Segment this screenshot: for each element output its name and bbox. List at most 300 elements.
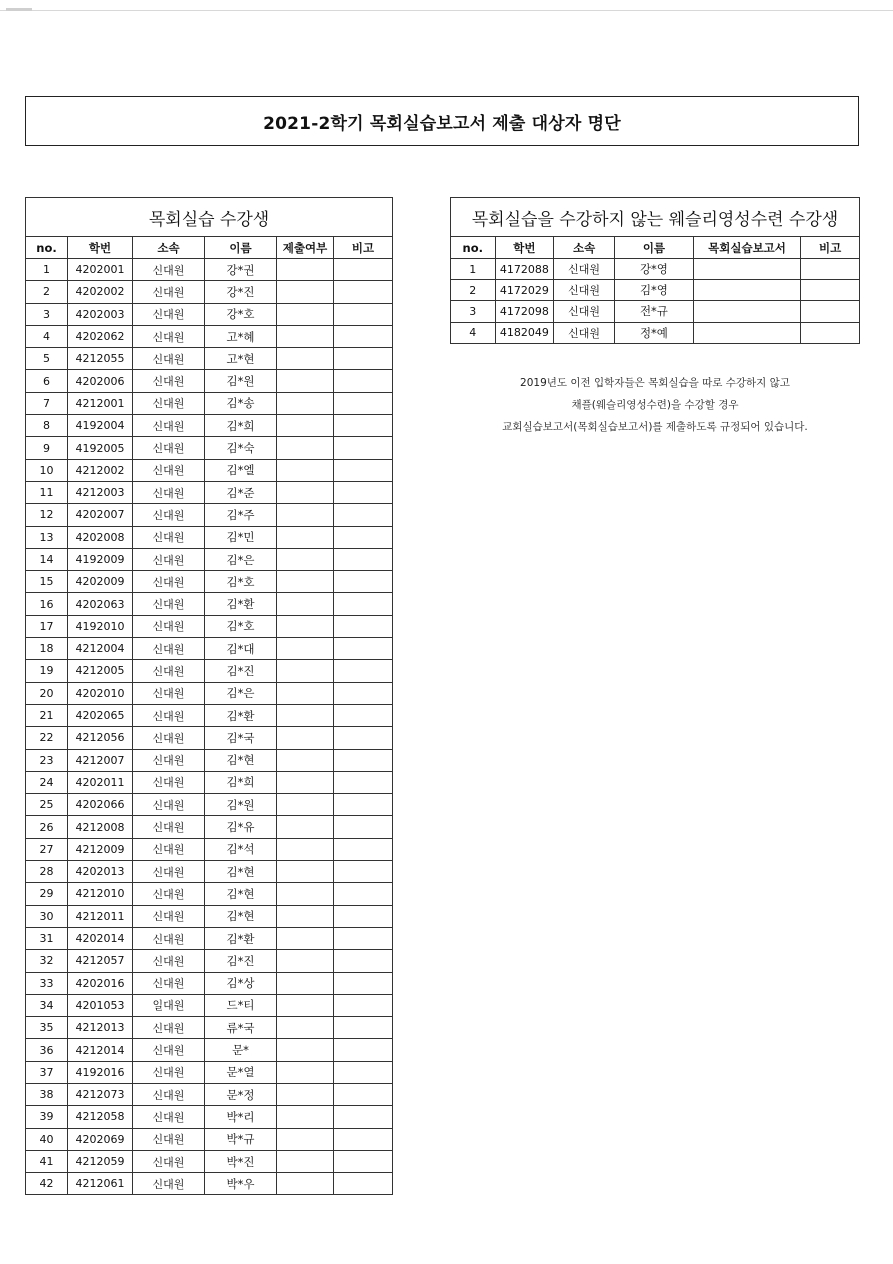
submission-status [277, 1017, 334, 1039]
department: 신대원 [133, 1083, 205, 1105]
student-id: 4202066 [68, 794, 133, 816]
table-row [26, 927, 393, 949]
column-header: 제출여부 [277, 237, 334, 259]
student-id: 4212057 [68, 950, 133, 972]
submission-status [277, 437, 334, 459]
department: 신대원 [554, 280, 615, 301]
remarks [334, 1150, 393, 1172]
table-row [26, 615, 393, 637]
submission-status [277, 392, 334, 414]
student-name: 김*현 [205, 749, 277, 771]
department: 신대원 [133, 1017, 205, 1039]
student-id: 4202003 [68, 303, 133, 325]
student-id: 4192005 [68, 437, 133, 459]
table-row [451, 322, 860, 343]
column-header: 학번 [495, 237, 554, 259]
student-id: 4201053 [68, 994, 133, 1016]
row-number: 30 [26, 905, 68, 927]
student-id: 4212001 [68, 392, 133, 414]
submission-status [277, 615, 334, 637]
row-number: 6 [26, 370, 68, 392]
submission-status [277, 1106, 334, 1128]
student-id: 4212010 [68, 883, 133, 905]
column-header: no. [451, 237, 496, 259]
table-row [26, 660, 393, 682]
student-id: 4212013 [68, 1017, 133, 1039]
department: 신대원 [133, 615, 205, 637]
department: 신대원 [133, 571, 205, 593]
remarks [334, 303, 393, 325]
submission-status [277, 303, 334, 325]
table-row [26, 1128, 393, 1150]
table-row [26, 481, 393, 503]
remarks [334, 259, 393, 281]
column-header: 이름 [205, 237, 277, 259]
submission-status [277, 348, 334, 370]
column-header: 목회실습보고서 [693, 237, 800, 259]
department: 신대원 [133, 303, 205, 325]
remarks [334, 1106, 393, 1128]
remarks [334, 504, 393, 526]
row-number: 12 [26, 504, 68, 526]
remarks [334, 1173, 393, 1195]
remarks [334, 861, 393, 883]
department: 신대원 [133, 794, 205, 816]
row-number: 3 [26, 303, 68, 325]
student-name: 김*진 [205, 660, 277, 682]
student-name: 김*은 [205, 682, 277, 704]
student-id: 4202013 [68, 861, 133, 883]
student-name: 박*규 [205, 1128, 277, 1150]
department: 신대원 [554, 322, 615, 343]
student-id: 4202006 [68, 370, 133, 392]
student-id: 4212002 [68, 459, 133, 481]
remarks [334, 415, 393, 437]
student-name: 김*환 [205, 593, 277, 615]
remarks [334, 593, 393, 615]
department: 신대원 [133, 950, 205, 972]
submission-status [277, 1061, 334, 1083]
department: 신대원 [133, 861, 205, 883]
main-student-table [25, 197, 393, 1195]
student-name: 김*호 [205, 615, 277, 637]
submission-status [277, 972, 334, 994]
department: 신대원 [133, 1039, 205, 1061]
table-row [26, 838, 393, 860]
table-row [26, 392, 393, 414]
department: 신대원 [133, 459, 205, 481]
remarks [334, 615, 393, 637]
scan-edge-line [0, 10, 893, 11]
student-name: 강*영 [614, 259, 693, 280]
student-id: 4212073 [68, 1083, 133, 1105]
student-name: 전*규 [614, 301, 693, 322]
submission-status [277, 727, 334, 749]
submission-status [277, 749, 334, 771]
submission-status [277, 504, 334, 526]
submission-status [277, 1083, 334, 1105]
remarks [334, 325, 393, 347]
student-id: 4192010 [68, 615, 133, 637]
submission-status [693, 301, 800, 322]
table-row [26, 548, 393, 570]
student-id: 4212061 [68, 1173, 133, 1195]
student-id: 4202002 [68, 281, 133, 303]
student-id: 4212055 [68, 348, 133, 370]
remarks [334, 994, 393, 1016]
student-name: 문* [205, 1039, 277, 1061]
table-row [26, 1150, 393, 1172]
remarks [334, 794, 393, 816]
table-row [451, 259, 860, 280]
remarks [334, 281, 393, 303]
remarks [334, 548, 393, 570]
table-row [26, 571, 393, 593]
table-row [26, 1039, 393, 1061]
row-number: 27 [26, 838, 68, 860]
submission-status [277, 883, 334, 905]
main-table-caption: 목회실습 수강생 [26, 198, 393, 237]
department: 신대원 [133, 437, 205, 459]
note-line: 교회실습보고서(목회실습보고서)를 제출하도록 규정되어 있습니다. [502, 421, 808, 433]
submission-status [277, 905, 334, 927]
row-number: 1 [26, 259, 68, 281]
remarks [334, 571, 393, 593]
student-id: 4202007 [68, 504, 133, 526]
row-number: 2 [26, 281, 68, 303]
department: 신대원 [133, 281, 205, 303]
row-number: 19 [26, 660, 68, 682]
department: 신대원 [133, 883, 205, 905]
column-header: 이름 [614, 237, 693, 259]
submission-status [693, 280, 800, 301]
remarks [334, 437, 393, 459]
row-number: 24 [26, 771, 68, 793]
student-id: 4202001 [68, 259, 133, 281]
student-name: 김*유 [205, 816, 277, 838]
department: 신대원 [133, 1128, 205, 1150]
submission-status [277, 927, 334, 949]
row-number: 26 [26, 816, 68, 838]
student-name: 김*희 [205, 771, 277, 793]
row-number: 40 [26, 1128, 68, 1150]
student-name: 김*대 [205, 638, 277, 660]
row-number: 22 [26, 727, 68, 749]
student-id: 4212004 [68, 638, 133, 660]
submission-status [277, 816, 334, 838]
row-number: 13 [26, 526, 68, 548]
department: 신대원 [133, 259, 205, 281]
student-id: 4192009 [68, 548, 133, 570]
department: 일대원 [133, 994, 205, 1016]
note-line: 채플(웨슬리영성수련)을 수강할 경우 [571, 399, 739, 411]
remarks [334, 1017, 393, 1039]
student-id: 4212008 [68, 816, 133, 838]
submission-status [277, 660, 334, 682]
student-name: 김*주 [205, 504, 277, 526]
student-name: 박*우 [205, 1173, 277, 1195]
submission-status [277, 1173, 334, 1195]
student-name: 김*희 [205, 415, 277, 437]
table-row [26, 415, 393, 437]
submission-status [277, 704, 334, 726]
column-header: 학번 [68, 237, 133, 259]
student-id: 4212014 [68, 1039, 133, 1061]
student-id: 4172088 [495, 259, 554, 280]
student-id: 4212009 [68, 838, 133, 860]
student-id: 4192004 [68, 415, 133, 437]
table-row [26, 1106, 393, 1128]
student-name: 김*송 [205, 392, 277, 414]
student-name: 김*석 [205, 838, 277, 860]
table-row [26, 504, 393, 526]
student-name: 김*현 [205, 883, 277, 905]
row-number: 34 [26, 994, 68, 1016]
submission-status [277, 415, 334, 437]
table-row [26, 771, 393, 793]
department: 신대원 [133, 415, 205, 437]
row-number: 15 [26, 571, 68, 593]
scan-mark [6, 8, 32, 11]
submission-status [277, 794, 334, 816]
department: 신대원 [133, 392, 205, 414]
row-number: 4 [451, 322, 496, 343]
page-title: 2021-2학기 목회실습보고서 제출 대상자 명단 [25, 96, 859, 146]
submission-status [277, 259, 334, 281]
remarks [334, 348, 393, 370]
student-name: 김*원 [205, 794, 277, 816]
department: 신대원 [133, 1106, 205, 1128]
row-number: 7 [26, 392, 68, 414]
student-name: 김*환 [205, 927, 277, 949]
remarks [334, 638, 393, 660]
student-name: 강*권 [205, 259, 277, 281]
submission-status [277, 459, 334, 481]
department: 신대원 [133, 972, 205, 994]
row-number: 23 [26, 749, 68, 771]
row-number: 39 [26, 1106, 68, 1128]
department: 신대원 [133, 749, 205, 771]
submission-status [277, 1150, 334, 1172]
remarks [334, 682, 393, 704]
row-number: 14 [26, 548, 68, 570]
department: 신대원 [133, 481, 205, 503]
table-row [26, 682, 393, 704]
remarks [334, 816, 393, 838]
remarks [334, 727, 393, 749]
department: 신대원 [133, 593, 205, 615]
student-name: 문*정 [205, 1083, 277, 1105]
student-id: 4202062 [68, 325, 133, 347]
student-id: 4202014 [68, 927, 133, 949]
submission-status [277, 548, 334, 570]
column-header: no. [26, 237, 68, 259]
remarks [334, 883, 393, 905]
remarks [334, 927, 393, 949]
department: 신대원 [554, 259, 615, 280]
student-name: 강*호 [205, 303, 277, 325]
table-row [26, 437, 393, 459]
remarks [334, 370, 393, 392]
submission-status [277, 481, 334, 503]
submission-status [277, 325, 334, 347]
remarks [334, 392, 393, 414]
row-number: 36 [26, 1039, 68, 1061]
student-id: 4212007 [68, 749, 133, 771]
remarks [801, 280, 860, 301]
table-row [26, 972, 393, 994]
submission-status [277, 771, 334, 793]
remarks [801, 322, 860, 343]
table-row [26, 370, 393, 392]
row-number: 18 [26, 638, 68, 660]
wesley-student-table [450, 197, 860, 344]
column-header: 소속 [133, 237, 205, 259]
student-id: 4202011 [68, 771, 133, 793]
student-id: 4212059 [68, 1150, 133, 1172]
student-name: 김*국 [205, 727, 277, 749]
submission-status [277, 950, 334, 972]
row-number: 33 [26, 972, 68, 994]
submission-status [693, 259, 800, 280]
remarks [334, 660, 393, 682]
student-name: 김*환 [205, 704, 277, 726]
student-id: 4202016 [68, 972, 133, 994]
department: 신대원 [133, 348, 205, 370]
student-name: 고*혜 [205, 325, 277, 347]
student-id: 4202010 [68, 682, 133, 704]
row-number: 17 [26, 615, 68, 637]
student-name: 정*예 [614, 322, 693, 343]
table-row [451, 301, 860, 322]
department: 신대원 [133, 1150, 205, 1172]
row-number: 20 [26, 682, 68, 704]
row-number: 31 [26, 927, 68, 949]
student-name: 김*은 [205, 548, 277, 570]
student-id: 4202065 [68, 704, 133, 726]
department: 신대원 [133, 838, 205, 860]
submission-status [277, 571, 334, 593]
table-row [26, 1061, 393, 1083]
department: 신대원 [133, 771, 205, 793]
table-row [26, 704, 393, 726]
remarks [334, 838, 393, 860]
department: 신대원 [133, 727, 205, 749]
student-name: 드*티 [205, 994, 277, 1016]
table-row [26, 794, 393, 816]
row-number: 32 [26, 950, 68, 972]
row-number: 8 [26, 415, 68, 437]
submission-status [277, 370, 334, 392]
student-name: 김*준 [205, 481, 277, 503]
remarks [334, 771, 393, 793]
table-row [26, 883, 393, 905]
table-row [26, 526, 393, 548]
student-id: 4212005 [68, 660, 133, 682]
table-row [451, 280, 860, 301]
student-name: 문*열 [205, 1061, 277, 1083]
remarks [334, 704, 393, 726]
student-id: 4202008 [68, 526, 133, 548]
student-id: 4172098 [495, 301, 554, 322]
submission-status [277, 1128, 334, 1150]
row-number: 1 [451, 259, 496, 280]
remarks [334, 972, 393, 994]
student-id: 4202063 [68, 593, 133, 615]
table-row [26, 1017, 393, 1039]
remarks [801, 301, 860, 322]
student-name: 김*민 [205, 526, 277, 548]
student-id: 4202069 [68, 1128, 133, 1150]
submission-status [277, 994, 334, 1016]
student-name: 김*진 [205, 950, 277, 972]
column-header: 비고 [801, 237, 860, 259]
student-id: 4182049 [495, 322, 554, 343]
remarks [334, 459, 393, 481]
student-name: 김*숙 [205, 437, 277, 459]
row-number: 35 [26, 1017, 68, 1039]
row-number: 29 [26, 883, 68, 905]
table-row [26, 459, 393, 481]
department: 신대원 [133, 816, 205, 838]
table-row [26, 303, 393, 325]
student-name: 김*엘 [205, 459, 277, 481]
row-number: 28 [26, 861, 68, 883]
student-id: 4212056 [68, 727, 133, 749]
student-name: 고*현 [205, 348, 277, 370]
table-row [26, 638, 393, 660]
table-row [26, 348, 393, 370]
table-row [26, 281, 393, 303]
department: 신대원 [133, 905, 205, 927]
student-name: 류*국 [205, 1017, 277, 1039]
table-row [26, 861, 393, 883]
student-id: 4212011 [68, 905, 133, 927]
table-row [26, 259, 393, 281]
submission-status [277, 1039, 334, 1061]
table-row [26, 1083, 393, 1105]
note-line: 2019년도 이전 입학자들은 목회실습을 따로 수강하지 않고 [520, 377, 790, 389]
notes-block [450, 372, 860, 438]
side-table-header-row [451, 237, 860, 259]
department: 신대원 [133, 704, 205, 726]
submission-status [277, 281, 334, 303]
department: 신대원 [133, 370, 205, 392]
remarks [334, 526, 393, 548]
remarks [334, 1061, 393, 1083]
side-table-caption: 목회실습을 수강하지 않는 웨슬리영성수련 수강생 [451, 198, 860, 237]
remarks [334, 481, 393, 503]
student-name: 강*진 [205, 281, 277, 303]
student-id: 4202009 [68, 571, 133, 593]
table-row [26, 905, 393, 927]
department: 신대원 [133, 325, 205, 347]
row-number: 21 [26, 704, 68, 726]
remarks [334, 905, 393, 927]
student-id: 4212003 [68, 481, 133, 503]
row-number: 9 [26, 437, 68, 459]
student-id: 4212058 [68, 1106, 133, 1128]
department: 신대원 [133, 638, 205, 660]
row-number: 37 [26, 1061, 68, 1083]
row-number: 25 [26, 794, 68, 816]
department: 신대원 [133, 1173, 205, 1195]
row-number: 5 [26, 348, 68, 370]
table-row [26, 727, 393, 749]
column-header: 소속 [554, 237, 615, 259]
remarks [334, 749, 393, 771]
row-number: 2 [451, 280, 496, 301]
